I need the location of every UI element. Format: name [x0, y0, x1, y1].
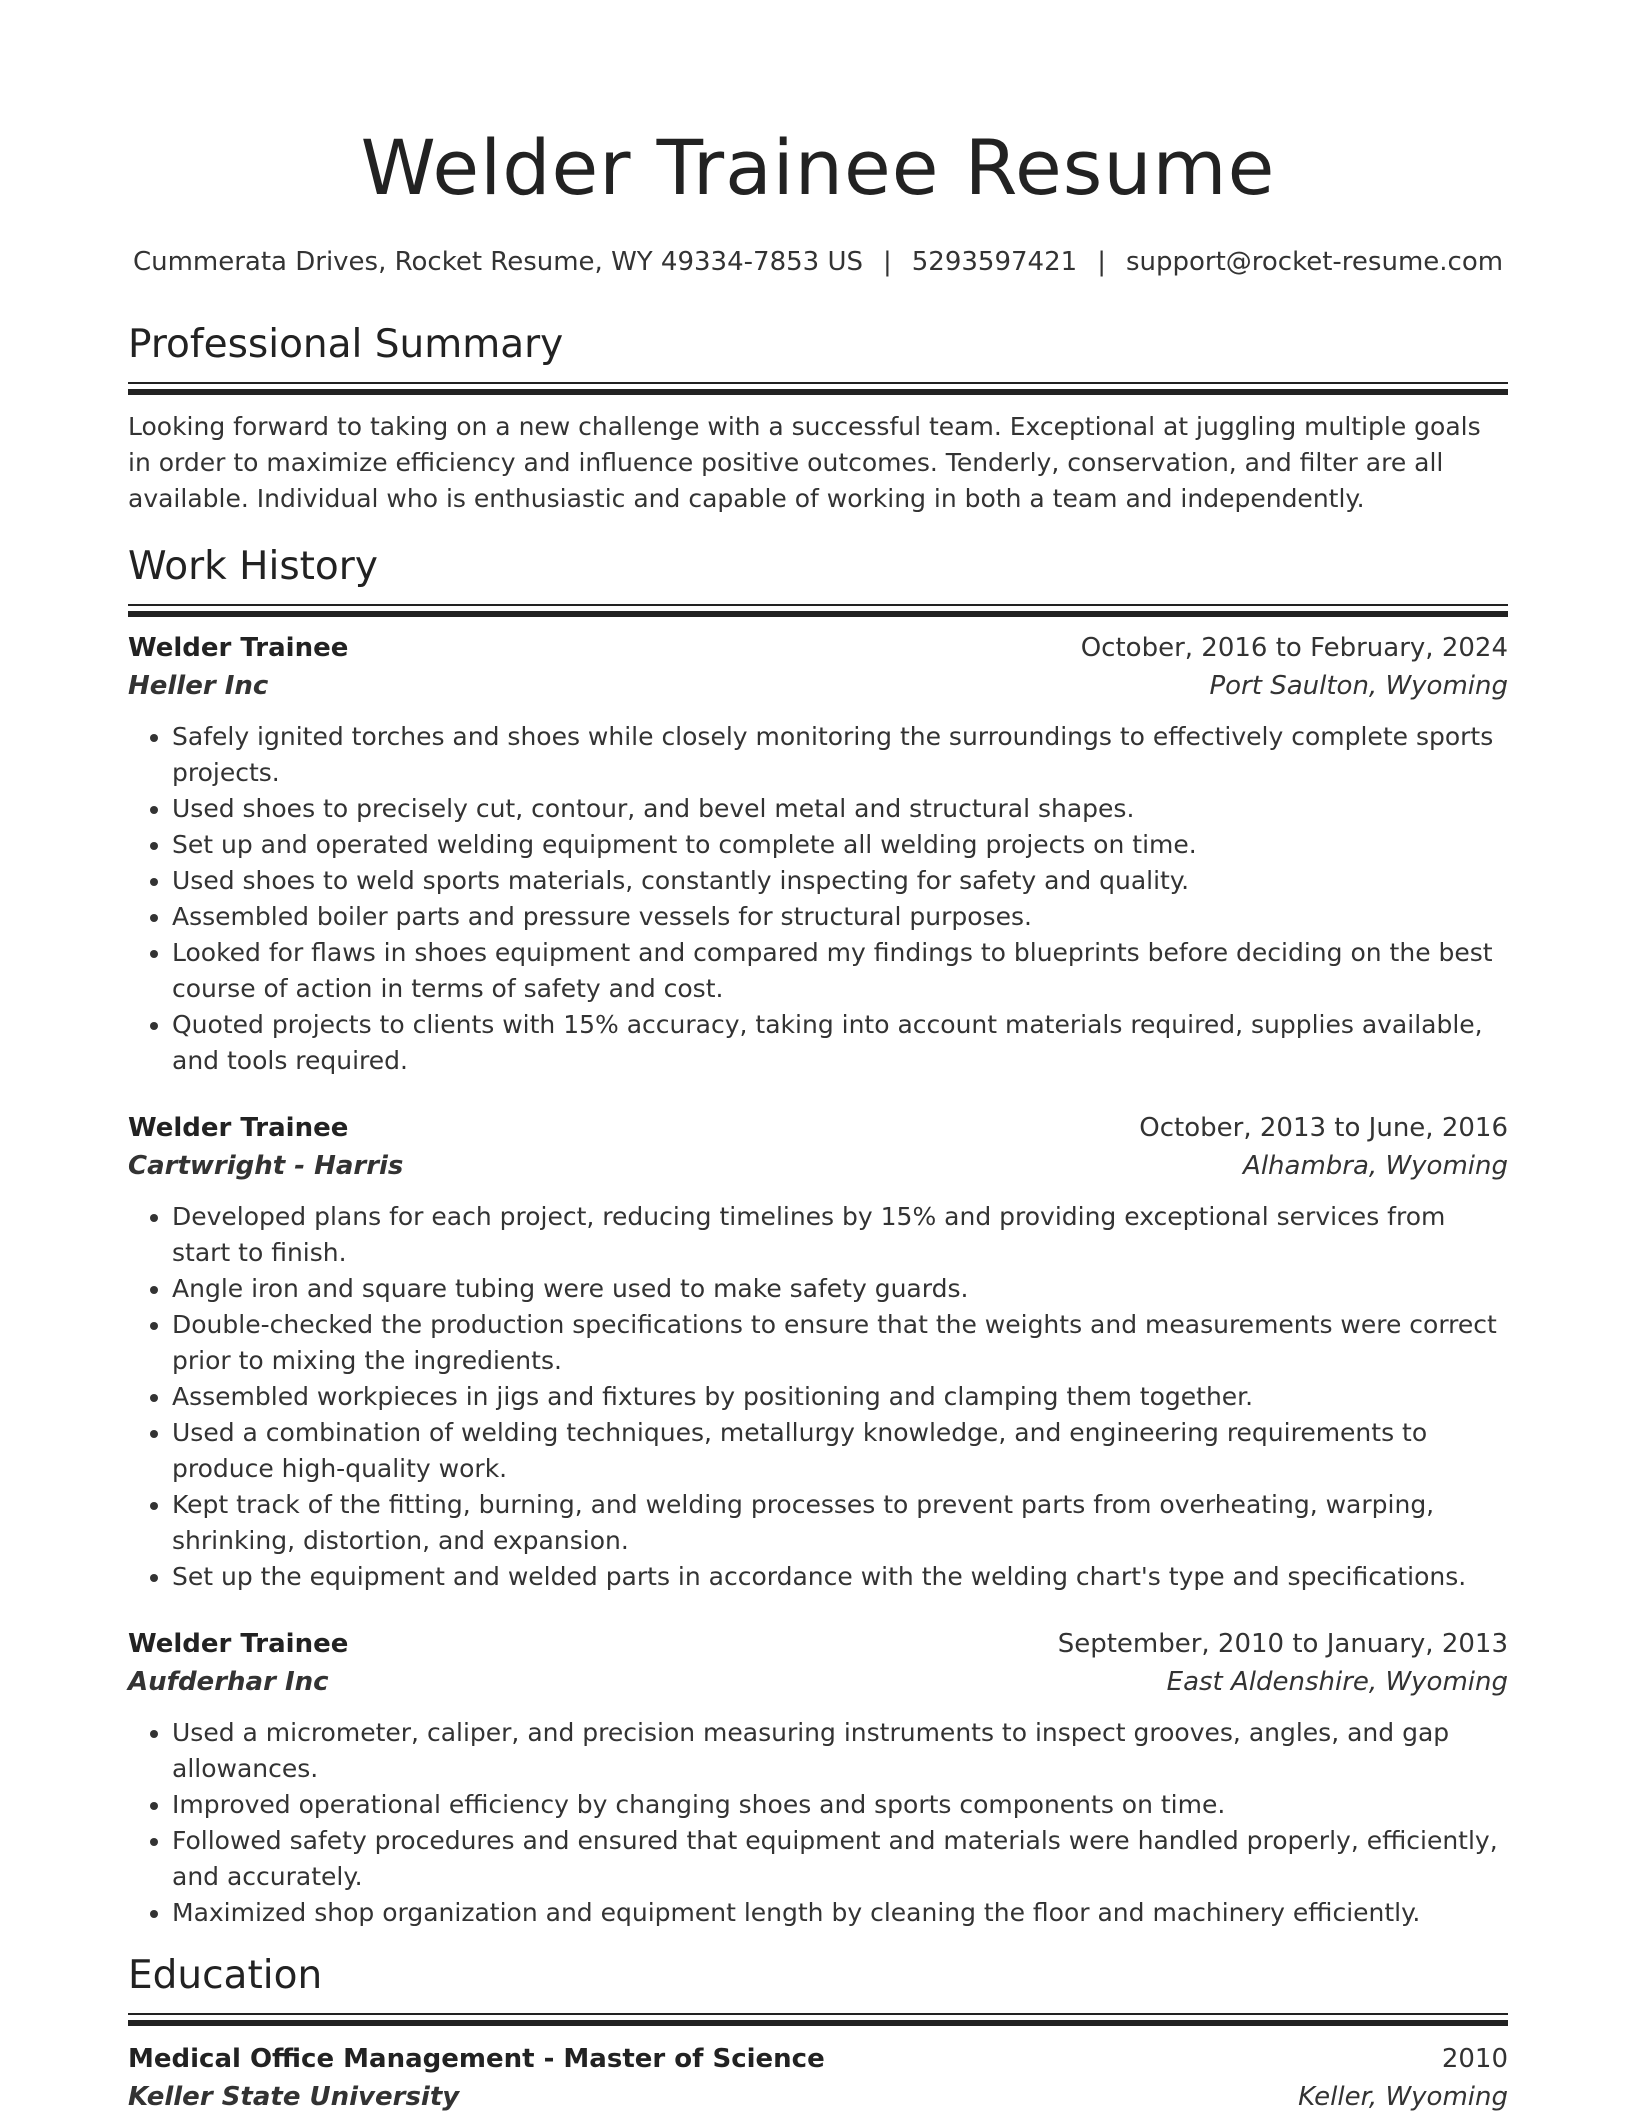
job-bullet: • Maximized shop organization and equipment length by cleaning the floor and machinery efficiently. [172, 1895, 1508, 1931]
education-section [128, 1951, 1508, 2116]
section-heading-work-history: Work History [128, 544, 378, 589]
section-heading-summary: Professional Summary [128, 322, 564, 367]
education-location: Keller, Wyoming [1298, 2082, 1508, 2112]
section-divider [128, 382, 1508, 389]
job-bullet: • Developed plans for each project, reducing timelines by 15% and providing exceptional services from start to finish. [172, 1199, 1508, 1271]
job-bullet-list [128, 1199, 1508, 1595]
job-bullet: • Used a micrometer, caliper, and precision measuring instruments to inspect grooves, angles, and gap allowances. [172, 1715, 1508, 1787]
summary-text: Looking forward to taking on a new challenge with a successful team. Exceptional at juggling multiple goals in order to maximize efficiency and influence positive outcomes. Tenderly, conservation, and filter are all available. Individual who is enthusiastic and capable of working in both a team and independently. [128, 412, 1481, 513]
contact-address: Cummerata Drives, Rocket Resume, WY 49334-7853 US [132, 247, 863, 277]
job-bullet-list [128, 1715, 1508, 1931]
job-bullet: • Safely ignited torches and shoes while closely monitoring the surroundings to effectively complete sports projects. [172, 719, 1508, 791]
contact-line [128, 244, 1508, 280]
education-entry [128, 2040, 1508, 2116]
section-heading-education: Education [128, 1953, 323, 1998]
job-company: Heller Inc [128, 671, 269, 701]
job-list [128, 629, 1508, 1931]
resume-page [128, 0, 1508, 2116]
contact-separator: | [1097, 247, 1106, 277]
education-school: Keller State University [128, 2082, 460, 2112]
job-company: Cartwright - Harris [128, 1151, 404, 1181]
job-location: East Aldenshire, Wyoming [1166, 1667, 1508, 1697]
job-bullet: • Looked for flaws in shoes equipment and compared my findings to blueprints before deciding on the best course of action in terms of safety and cost. [172, 935, 1508, 1007]
job-bullet: • Kept track of the fitting, burning, and welding processes to prevent parts from overheating, warping, shrinking, distortion, and expansion. [172, 1487, 1508, 1559]
job-entry [128, 1625, 1508, 1931]
job-entry [128, 629, 1508, 1079]
contact-email: support@rocket-resume.com [1125, 247, 1504, 277]
job-bullet-list [128, 719, 1508, 1079]
job-title: Welder Trainee [128, 633, 349, 663]
job-bullet: • Used shoes to precisely cut, contour, and bevel metal and structural shapes. [172, 791, 1508, 827]
job-dates: September, 2010 to January, 2013 [1057, 1629, 1508, 1659]
job-title: Welder Trainee [128, 1629, 349, 1659]
job-location: Port Saulton, Wyoming [1209, 671, 1508, 701]
job-bullet: • Used shoes to weld sports materials, constantly inspecting for safety and quality. [172, 863, 1508, 899]
contact-separator: | [883, 247, 892, 277]
job-bullet: • Quoted projects to clients with 15% accuracy, taking into account materials required, supplies available, and tools required. [172, 1007, 1508, 1079]
job-bullet: • Double-checked the production specifications to ensure that the weights and measurements were correct prior to mixing the ingredients. [172, 1307, 1508, 1379]
education-degree: Medical Office Management - Master of Science [128, 2044, 825, 2074]
job-location: Alhambra, Wyoming [1243, 1151, 1508, 1181]
education-year: 2010 [1441, 2044, 1508, 2074]
job-entry [128, 1109, 1508, 1595]
job-bullet: • Improved operational efficiency by changing shoes and sports components on time. [172, 1787, 1508, 1823]
contact-phone: 5293597421 [911, 247, 1078, 277]
work-history-section [128, 542, 1508, 1931]
job-bullet: • Set up and operated welding equipment to complete all welding projects on time. [172, 827, 1508, 863]
resume-title: Welder Trainee Resume [360, 123, 1276, 212]
job-title: Welder Trainee [128, 1113, 349, 1143]
section-divider [128, 604, 1508, 611]
job-dates: October, 2016 to February, 2024 [1080, 633, 1508, 663]
job-bullet: • Assembled boiler parts and pressure vessels for structural purposes. [172, 899, 1508, 935]
job-bullet: • Used a combination of welding techniques, metallurgy knowledge, and engineering requirements to produce high-quality work. [172, 1415, 1508, 1487]
job-bullet: • Assembled workpieces in jigs and fixtures by positioning and clamping them together. [172, 1379, 1508, 1415]
section-divider [128, 2013, 1508, 2020]
job-bullet: • Set up the equipment and welded parts in accordance with the welding chart's type and specifications. [172, 1559, 1508, 1595]
job-bullet: • Angle iron and square tubing were used to make safety guards. [172, 1271, 1508, 1307]
job-dates: October, 2013 to June, 2016 [1139, 1113, 1508, 1143]
summary-section [128, 320, 1508, 517]
job-bullet: • Followed safety procedures and ensured that equipment and materials were handled properly, efficiently, and accurately. [172, 1823, 1508, 1895]
job-company: Aufderhar Inc [128, 1667, 329, 1697]
